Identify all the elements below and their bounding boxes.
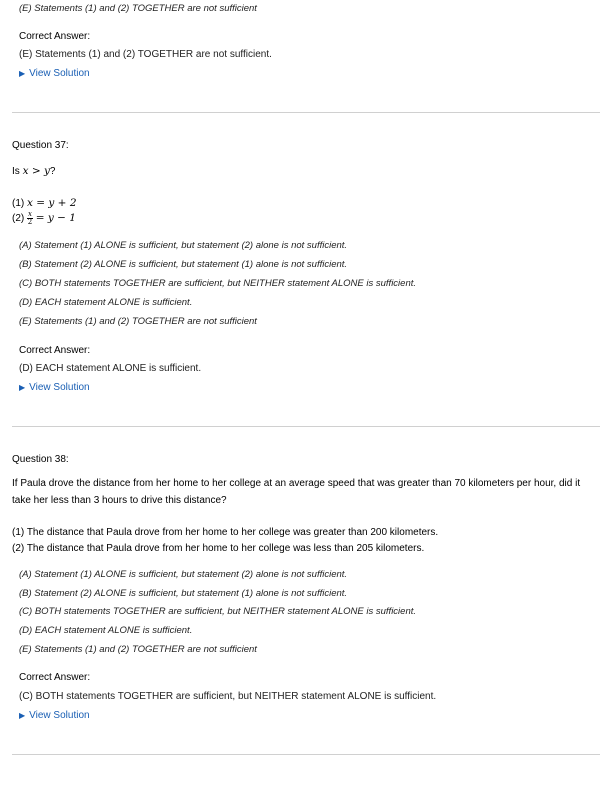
divider xyxy=(12,112,600,113)
divider xyxy=(12,754,600,755)
triangle-right-icon: ▶ xyxy=(19,69,26,78)
answer-option-c: (C) BOTH statements TOGETHER are sufficient, but NEITHER statement ALONE is sufficient. xyxy=(19,606,417,617)
view-solution-label: View Solution xyxy=(29,710,90,721)
statement-1: (1) The distance that Paula drove from her home to her college was greater than 200 kilometers. xyxy=(12,527,439,538)
stem-suffix: ? xyxy=(49,166,56,177)
view-solution-toggle[interactable] xyxy=(19,710,90,721)
view-solution-toggle[interactable] xyxy=(19,68,90,79)
answer-option-e: (E) Statements (1) and (2) TOGETHER are not sufficient xyxy=(19,316,257,327)
correct-answer-label: Correct Answer: xyxy=(19,345,91,356)
statement-2 xyxy=(12,211,76,226)
question-title: Question 38: xyxy=(12,454,69,465)
answer-option-d: (D) EACH statement ALONE is sufficient. xyxy=(19,297,193,308)
triangle-right-icon: ▶ xyxy=(19,711,26,720)
triangle-right-icon: ▶ xyxy=(19,383,26,392)
stem-math: x > y xyxy=(22,165,50,177)
correct-answer-value: (C) BOTH statements TOGETHER are sufficient, but NEITHER statement ALONE is sufficient. xyxy=(19,691,437,702)
fraction-numerator: x xyxy=(28,210,32,218)
answer-option-b: (B) Statement (2) ALONE is sufficient, but statement (1) alone is not sufficient. xyxy=(19,259,348,270)
statement-1 xyxy=(12,197,77,209)
answer-option-e: (E) Statements (1) and (2) TOGETHER are not sufficient xyxy=(19,644,257,655)
correct-answer-label: Correct Answer: xyxy=(19,31,91,42)
answer-option-e: (E) Statements (1) and (2) TOGETHER are not sufficient xyxy=(19,3,257,14)
correct-answer-label: Correct Answer: xyxy=(19,672,91,683)
statement-2: (2) The distance that Paula drove from her home to her college was less than 205 kilometers. xyxy=(12,543,425,554)
question-title: Question 37: xyxy=(12,140,69,151)
view-solution-toggle[interactable] xyxy=(19,382,90,393)
view-solution-label: View Solution xyxy=(29,68,90,79)
stem-prefix: Is xyxy=(12,166,20,177)
question-stem xyxy=(12,165,55,177)
correct-answer-value: (E) Statements (1) and (2) TOGETHER are not sufficient. xyxy=(19,49,272,60)
statement-1-label: (1) xyxy=(12,198,25,209)
answer-option-a: (A) Statement (1) ALONE is sufficient, but statement (2) alone is not sufficient. xyxy=(19,569,348,580)
correct-answer-value: (D) EACH statement ALONE is sufficient. xyxy=(19,363,202,374)
answer-option-d: (D) EACH statement ALONE is sufficient. xyxy=(19,625,193,636)
divider xyxy=(12,426,600,427)
answer-option-b: (B) Statement (2) ALONE is sufficient, but statement (1) alone is not sufficient. xyxy=(19,588,348,599)
statement-2-label: (2) xyxy=(12,213,25,225)
fraction xyxy=(27,211,33,226)
answer-option-c: (C) BOTH statements TOGETHER are sufficient, but NEITHER statement ALONE is sufficient. xyxy=(19,278,417,289)
question-stem: If Paula drove the distance from her home to her college at an average speed that was greater than 70 kilometers per hour, did it take her less than 3 hours to drive this distance? xyxy=(12,478,581,506)
statement-1-math: x = y + 2 xyxy=(27,197,77,209)
statement-2-math: = y − 1 xyxy=(35,212,76,225)
fraction-denominator: 2 xyxy=(27,218,33,226)
view-solution-label: View Solution xyxy=(29,382,90,393)
answer-option-a: (A) Statement (1) ALONE is sufficient, but statement (2) alone is not sufficient. xyxy=(19,240,348,251)
